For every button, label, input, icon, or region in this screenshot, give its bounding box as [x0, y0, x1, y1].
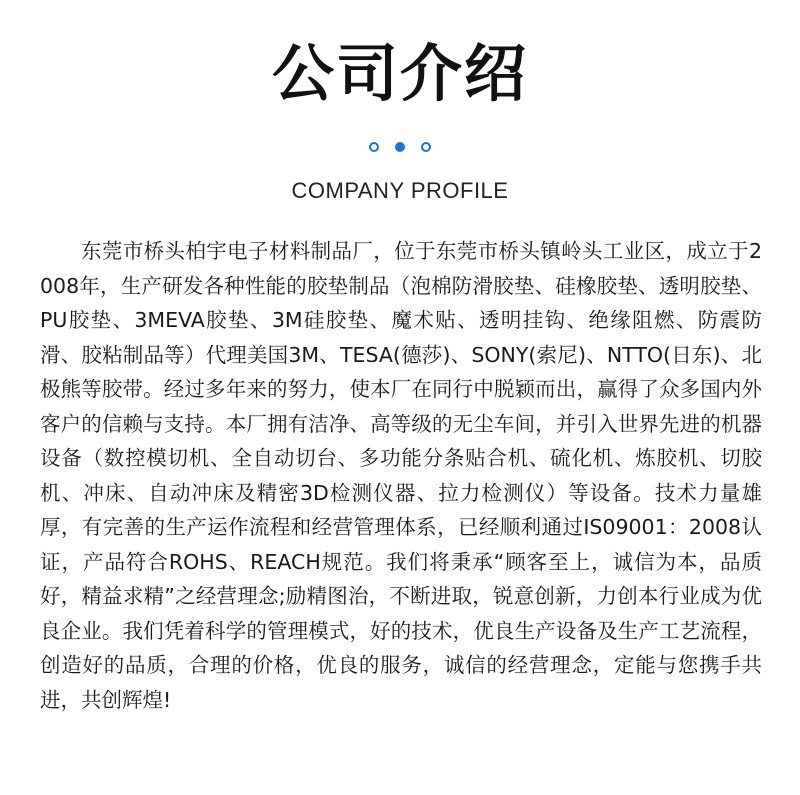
- page-title: 公司介绍: [271, 37, 528, 110]
- indicator-dot-active: [395, 142, 405, 152]
- indicator-dot: [421, 142, 431, 152]
- indicator-dot: [369, 142, 379, 152]
- carousel-indicator: [0, 142, 800, 152]
- page-subtitle: COMPANY PROFILE: [291, 178, 509, 203]
- company-description: 东莞市桥头柏宇电子材料制品厂，位于东莞市桥头镇岭头工业区，成立于2008年，生产研发各种性能的胶垫制品（泡棉防滑胶垫、硅橡胶垫、透明胶垫、PU胶垫、3MEVA胶垫、3M硅胶垫、魔术贴、透明挂钩、绝缘阻燃、防震防滑、胶粘制品等）代理美国3M、TESA(德莎)、SONY(索尼)、NTTO(日东)、北极熊等胶带。经过多年来的努力，使本厂在同行中脱颖而出，赢得了众多国内外客户的信赖与支持。本厂拥有洁净、高等级的无尘车间，并引入世界先进的机器设备（数控模切机、全自动切台、多功能分条贴合机、硫化机、炼胶机、切胶机、冲床、自动冲床及精密3D检测仪器、拉力检测仪）等设备。技术力量雄厚，有完善的生产运作流程和经营管理体系，已经顺利通过IS09001：2008认证，产品符合ROHS、REACH规范。我们将秉承“顾客至上，诚信为本，品质好，精益求精”之经营理念;励精图治，不断进取，锐意创新，力创本行业成为优良企业。我们凭着科学的管理模式，好的技术，优良生产设备及生产工艺流程，创造好的品质，合理的价格，优良的服务，诚信的经营理念，定能与您携手共进，共创辉煌!: [40, 239, 762, 712]
